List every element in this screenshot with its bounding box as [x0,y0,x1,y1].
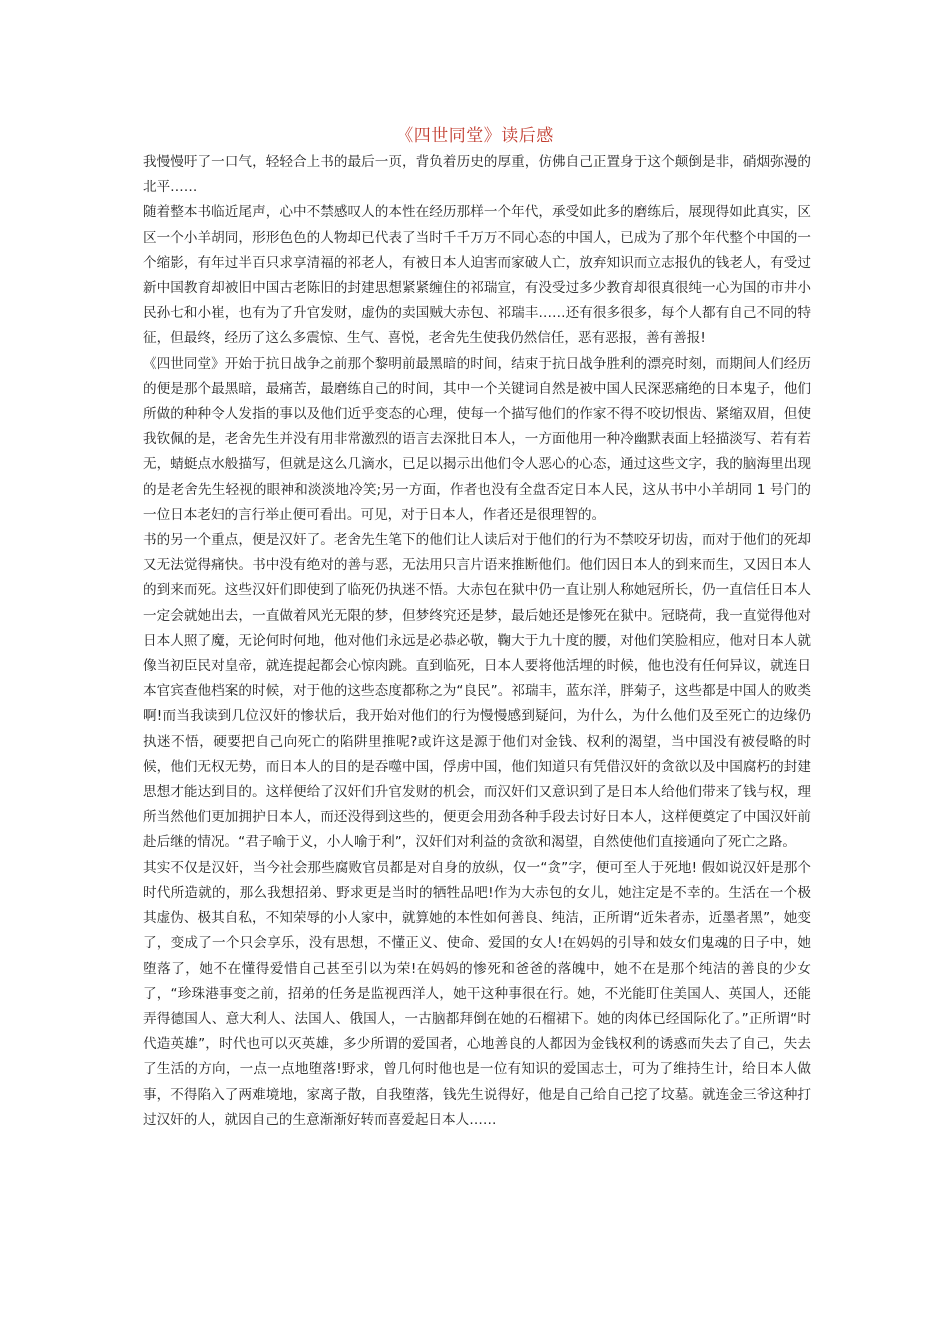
paragraph: 其实不仅是汉奸，当今社会那些腐败官员都是对自身的放纵，仅一“贪”字，便可至人于死地! 假如说汉奸是那个时代所造就的，那么我想招弟、野求更是当时的牺牲品吧!作为大赤包的女儿，她注定是不幸的。生活在一个极其虚伪、极其自私，不知荣辱的小人家中，就算她的本性如何善良、纯洁，正所谓“近朱者赤，近墨者黑”，她变了，变成了一个只会享乐，没有思想，不懂正义、使命、爱国的女人!在妈妈的引导和妓女们鬼魂的日子中，她堕落了，她不在懂得爱惜自己甚至引以为荣!在妈妈的惨死和爸爸的落魄中，她不在是那个纯洁的善良的少女了，“珍珠港事变之前，招弟的任务是监视西洋人，她干这种事很在行。她，不光能盯住美国人、英国人，还能弄得德国人、意大利人、法国人、俄国人，一古脑都拜倒在她的石榴裙下。她的肉体已经国际化了。”正所谓“时代造英雄”，时代也可以灭英雄，多少所谓的爱国者，心地善良的人都因为金钱权利的诱惑而失去了自己，失去了生活的方向，一点一点地堕落!野求，曾几何时他也是一位有知识的爱国志士，可为了维持生计，给日本人做事，不得陷入了两难境地，家离子散，自我堕落，钱先生说得好，他是自己给自己挖了坟墓。就连金三爷这种打过汉奸的人，就因自己的生意渐渐好转而喜爱起日本人…… [143,859,811,1128]
paragraph: 书的另一个重点，便是汉奸了。老舍先生笔下的他们让人读后对于他们的行为不禁咬牙切齿，而对于他们的死却又无法觉得痛快。书中没有绝对的善与恶，无法用只言片语来推断他们。他们因日本人的到来而生，又因日本人的到来而死。这些汉奸们即使到了临死仍执迷不悟。大赤包在狱中仍一直让别人称她冠所长，仍一直信任日本人一定会就她出去，一直做着风光无限的梦，但梦终究还是梦，最后她还是惨死在狱中。冠晓荷，我一直觉得他对日本人照了魔，无论何时何地，他对他们永远是必恭必敬，鞠大于九十度的腰，对他们笑脸相应，他对日本人就像当初臣民对皇帝，就连提起都会心惊肉跳。直到临死，日本人要将他活埋的时候，他也没有任何异议，就连日本官宾查他档案的时候，对于他的这些态度都称之为“良民”。祁瑞丰，蓝东洋，胖菊子，这些都是中国人的败类啊!而当我读到几位汉奸的惨状后，我开始对他们的行为慢慢感到疑问，为什么，为什么他们及至死亡的边缘仍执迷不悟，硬要把自己向死亡的陷阱里推呢?或许这是源于他们对金钱、权利的渴望，当中国没有被侵略的时候，他们无权无势，而日本人的目的是吞噬中国，俘虏中国，他们知道只有凭借汉奸的贪欲以及中国腐朽的封建思想才能达到目的。这样便给了汉奸们升官发财的机会，而汉奸们又意识到了是日本人给他们带来了钱与权，理所当然他们更加拥护日本人，而还没得到这些的，便更会用劲各种手段去讨好日本人，这样便奠定了中国汉奸前赴后继的情况。“君子喻于义，小人喻于利”，汉奸们对利益的贪欲和渴望，自然使他们直接通向了死亡之路。 [143,532,811,851]
paragraph: 我慢慢吁了一口气，轻轻合上书的最后一页，背负着历史的厚重，仿佛自己正置身于这个颠倒是非，硝烟弥漫的北平…… [143,154,811,196]
paragraph: 《四世同堂》开始于抗日战争之前那个黎明前最黑暗的时间，结束于抗日战争胜利的漂亮时刻，而期间人们经历的便是那个最黑暗，最痛苦，最磨练自己的时间，其中一个关键词自然是被中国人民深恶痛绝的日本鬼子，他们所做的种种令人发指的事以及他们近乎变态的心理，使每一个描写他们的作家不得不咬切恨齿、紧缩双眉，但使我钦佩的是，老舍先生并没有用非常激烈的语言去深批日本人，一方面他用一种冷幽默表面上轻描淡写、若有若无，蜻蜓点水般描写，但就是这么几滴水，已足以揭示出他们令人恶心的心态，通过这些文字，我的脑海里出现的是老舍先生轻视的眼神和淡淡地冷笑;另一方面，作者也没有全盘否定日本人民，这从书中小羊胡同 1 号门的一位日本老妇的言行举止便可看出。可见，对于日本人，作者还是很理智的。 [143,355,811,523]
document-body [143,150,811,1133]
document-title: 《四世同堂》读后感 [396,126,554,146]
paragraph: 随着整本书临近尾声，心中不禁感叹人的本性在经历那样一个年代，承受如此多的磨练后，展现得如此真实，区区一个小羊胡同，形形色色的人物却已代表了当时千千万万不同心态的中国人，已成为了那个年代整个中国的一个缩影，有年过半百只求享清福的祁老人，有被日本人迫害而家破人亡，放弃知识而立志报仇的钱老人，有受过新中国教育却被旧中国古老陈旧的封建思想紧紧缠住的祁瑞宣，有没受过多少教育却很真很纯一心为国的市井小民孙七和小崔，也有为了升官发财，虚伪的卖国贼大赤包、祁瑞丰……还有很多很多，每个人都有自己不同的特征，但最终，经历了这么多震惊、生气、喜悦，老舍先生使我仍然信任，恶有恶报，善有善报! [143,204,811,347]
